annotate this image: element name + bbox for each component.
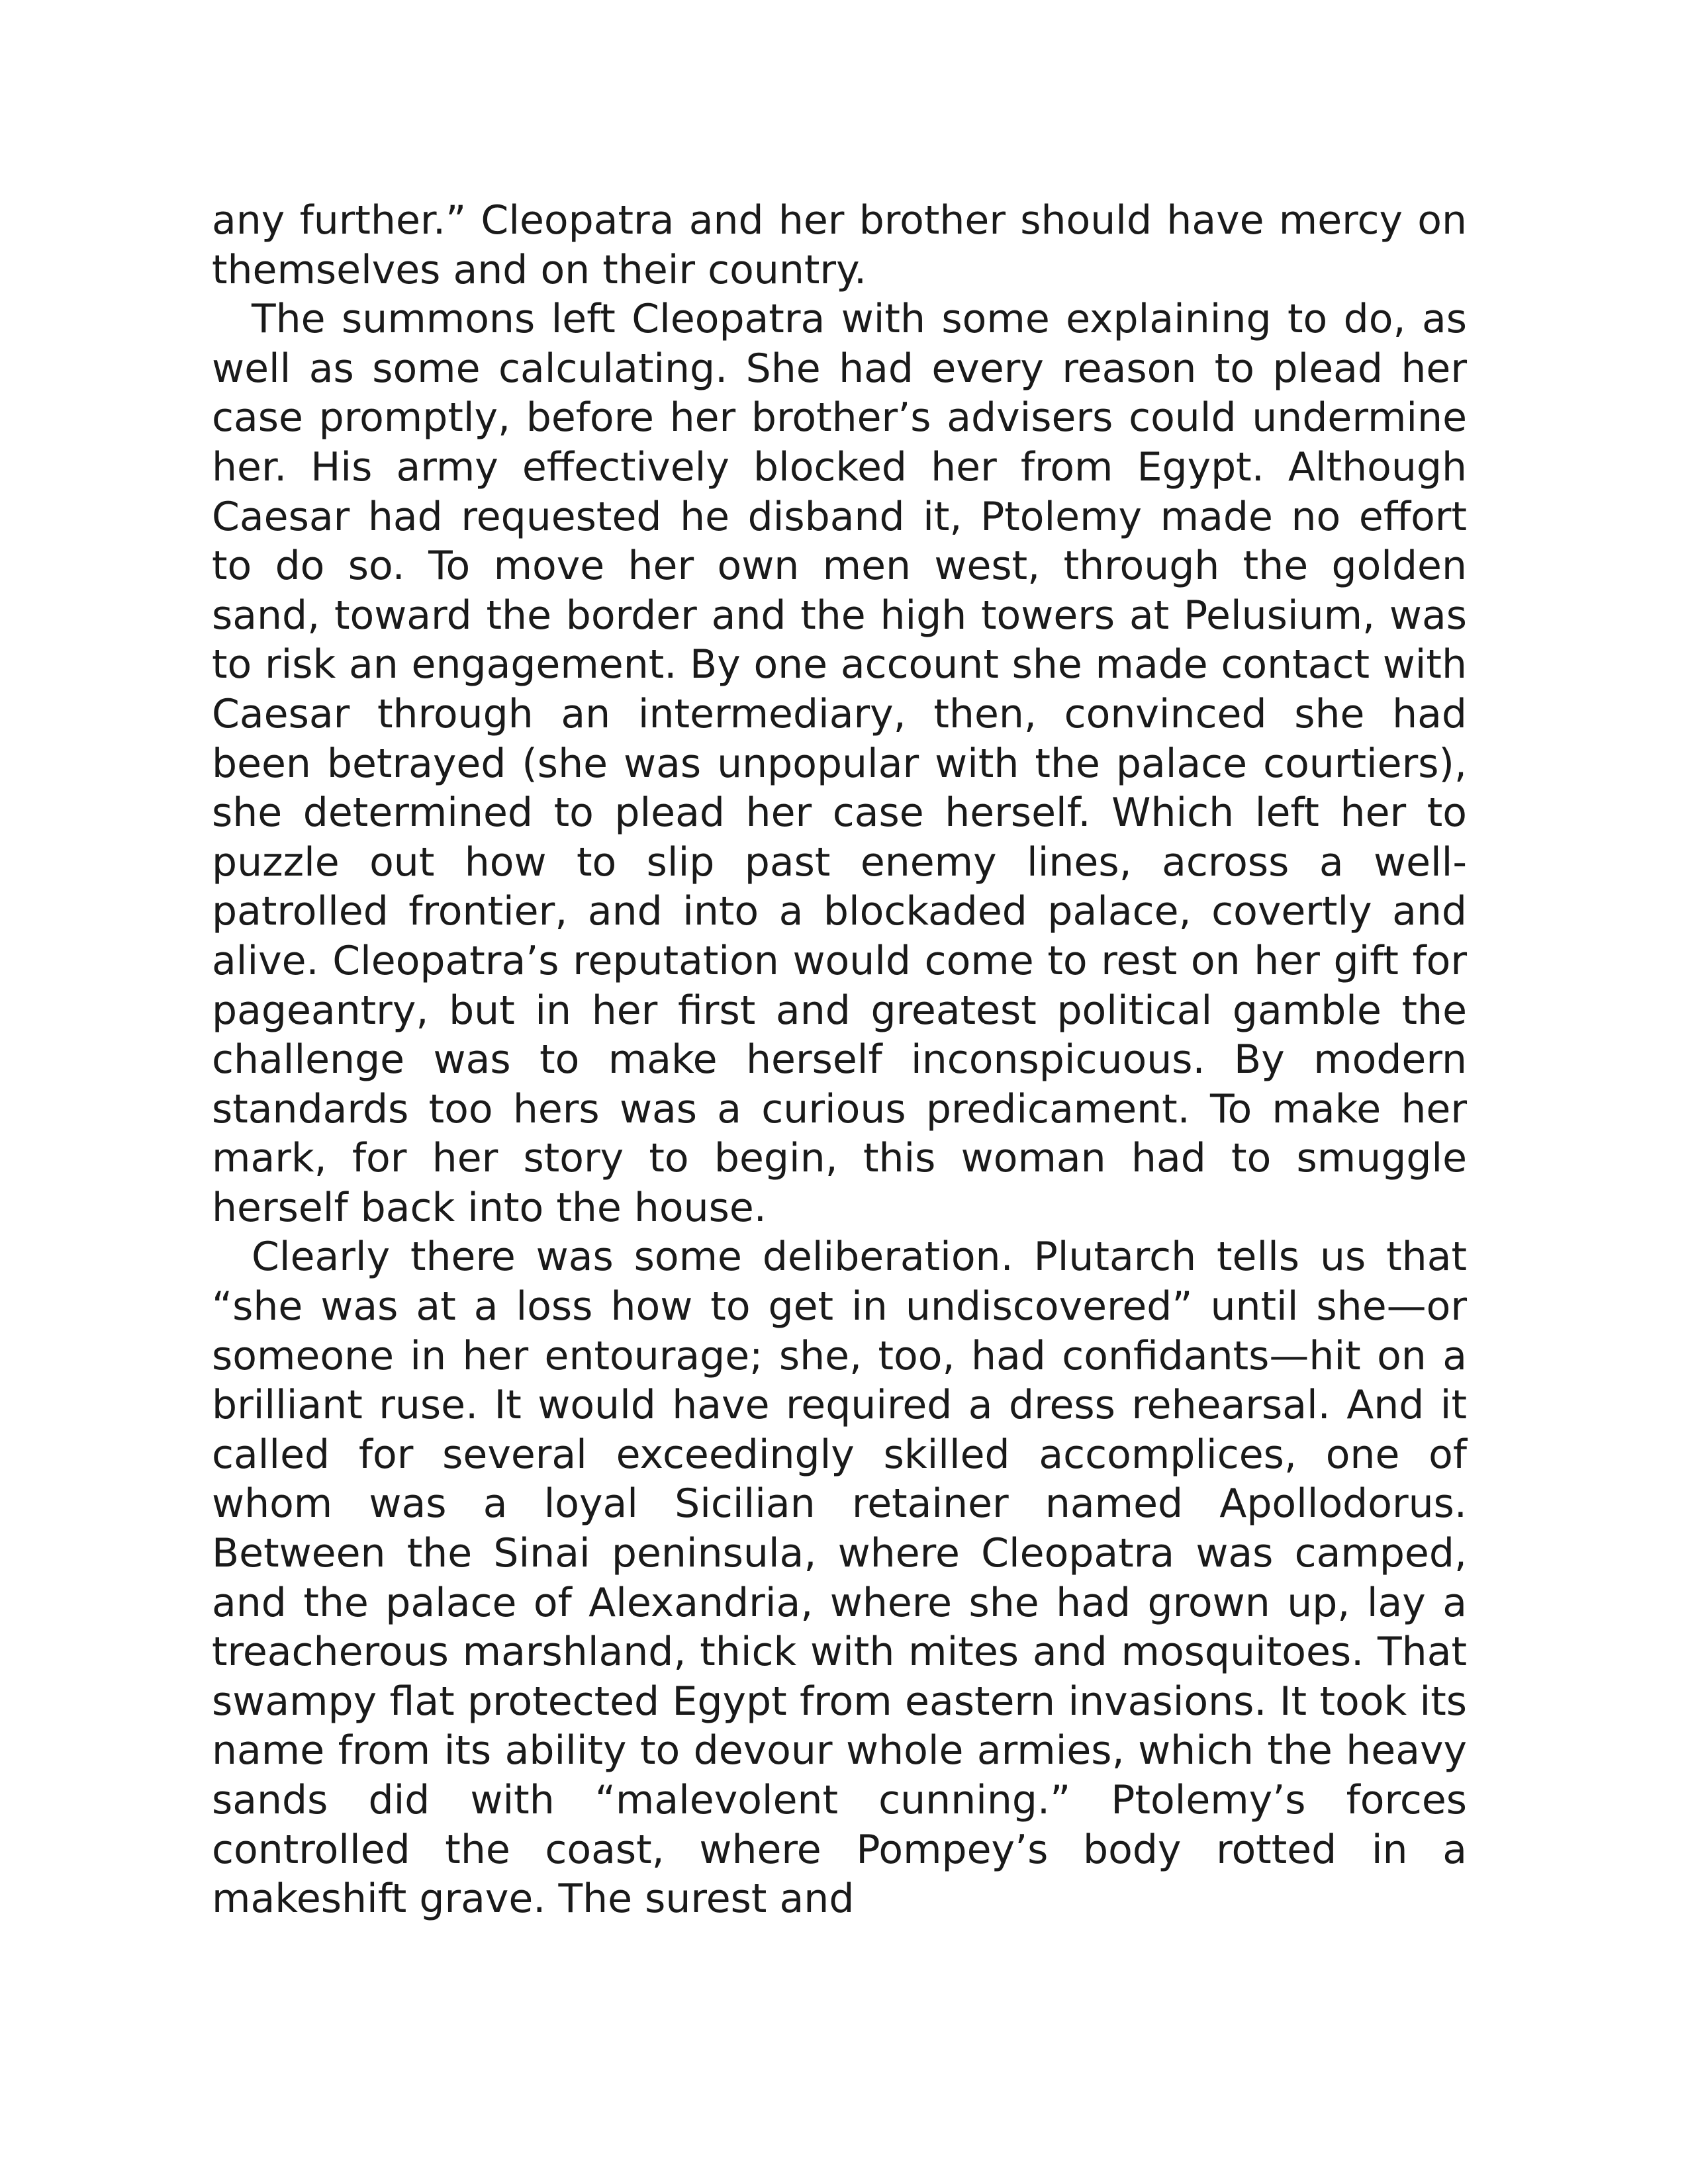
page-body bbox=[212, 196, 1467, 1924]
paragraph-deliberation: Clearly there was some deliberation. Plutarch tells us that “she was at a loss how to get in undiscovered” until she—or someone in her entourage; she, too, had confidants—hit on a brilliant ruse. It would have required a dress rehearsal. And it called for several exceedingly skilled accomplices, one of whom was a loyal Sicilian retainer named Apollodorus. Between the Sinai peninsula, where Cleopatra was camped, and the palace of Alexandria, where she had grown up, lay a treacherous marshland, thick with mites and mosquitoes. That swampy flat protected Egypt from eastern invasions. It took its name from its ability to devour whole armies, which the heavy sands did with “malevolent cunning.” Ptolemy’s forces controlled the coast, where Pompey’s body rotted in a makeshift grave. The surest and bbox=[212, 1234, 1467, 1923]
paragraph-continuation: any further.” Cleopatra and her brother should have mercy on themselves and on their country. bbox=[212, 197, 1467, 293]
paragraph-summons: The summons left Cleopatra with some explaining to do, as well as some calculating. She had every reason to plead her case promptly, before her brother’s advisers could undermine her. His army effectively blocked her from Egypt. Although Caesar had requested he disband it, Ptolemy made no effort to do so. To move her own men west, through the golden sand, toward the border and the high towers at Pelusium, was to risk an engagement. By one account she made contact with Caesar through an intermediary, then, convinced she had been betrayed (she was unpopular with the palace courtiers), she determined to plead her case herself. Which left her to puzzle out how to slip past enemy lines, across a well-patrolled frontier, and into a blockaded palace, covertly and alive. Cleopatra’s reputation would come to rest on her gift for pageantry, but in her first and greatest political gamble the challenge was to make herself inconspicuous. By modern standards too hers was a curious predicament. To make her mark, for her story to begin, this woman had to smuggle herself back into the house. bbox=[212, 296, 1467, 1231]
